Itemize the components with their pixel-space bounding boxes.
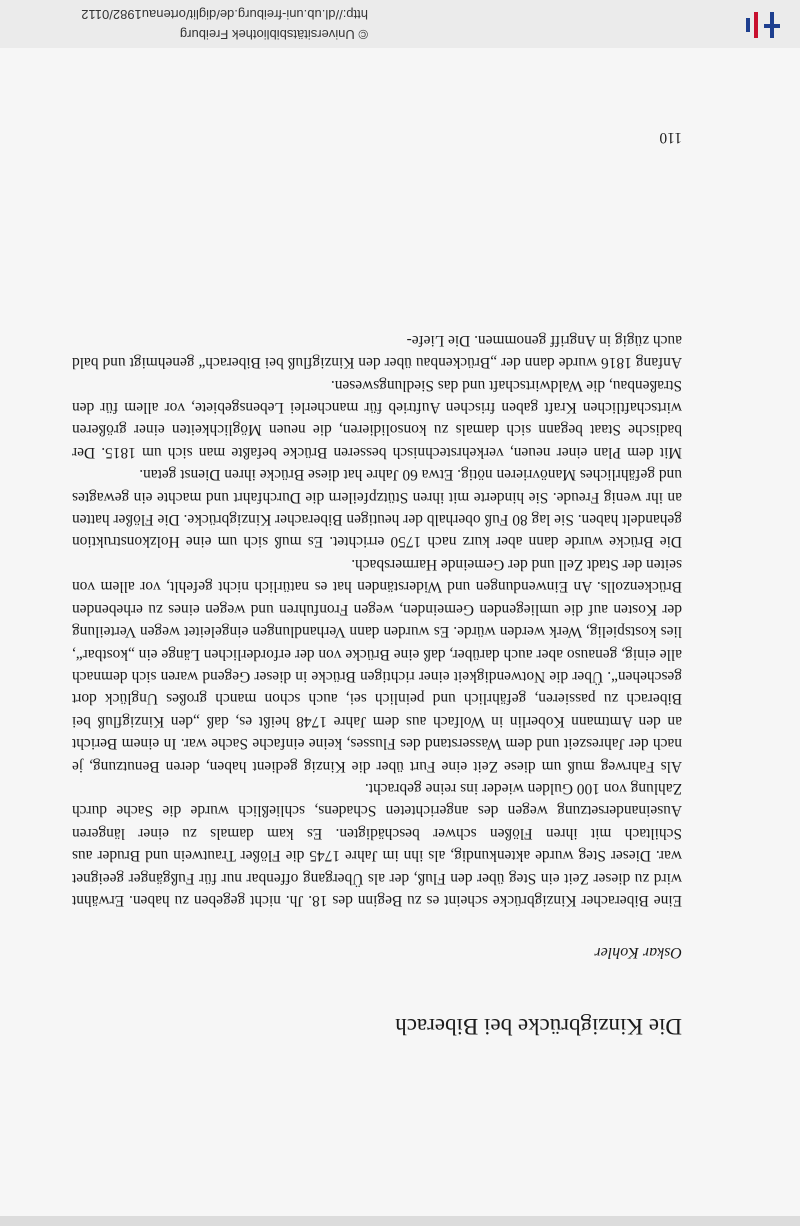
article-body (72, 328, 682, 911)
copyright-notice: © Universitätsbibliothek Freiburg (179, 27, 368, 42)
page-edge-strip (0, 1216, 800, 1226)
paragraph-3: Die Brücke wurde dann aber kurz nach 1750 errichtet. Es muß sich um eine Holzkonstruktion gehandelt haben. Sie lag 80 Fuß oberhalb der heutigen Biberacher Kinzigbrücke. Die Flößer hatten an ihr wenig Freude. Sie hinderte mit ihren Stützpfeilern die Durchfahrt und machte ein gewagtes und gefährliches Manövrieren nötig. Etwa 60 Jahre hat diese Brücke ihren Dienst getan. (72, 466, 682, 551)
page-number: 110 (659, 129, 682, 146)
paragraph-1: Eine Biberacher Kinzigbrücke scheint es zu Beginn des 18. Jh. nicht gegeben zu haben. Erwähnt wird zu dieser Zeit ein Steg über den Fluß, der als Übergang offenbar nur für Fußgänger geeignet war. Dieser Steg wurde aktenkundig, als ihn im Jahre 1745 die Flößer Trautwein und Bruder aus Schiltach mit ihren Flößen schwer beschädigten. Es kam damals zu einer längeren Auseinandersetzung wegen des angerichteten Schadens, schließlich wurde die Sache durch Zahlung von 100 Gulden wieder ins reine gebracht. (72, 779, 682, 909)
paragraph-4: Mit dem Plan einer neuen, verkehrstechnisch besseren Brücke befaßte man sich um 1815. Der badische Staat begann sich damals zu konsolidieren, die neuen Möglichkeiten einer größeren wirtschaftlichen Kraft gaben frischen Auftrieb für mancherlei Lebensgebiete, vor allem für den Straßenbau, die Waldwirtschaft und das Siedlungswesen. (72, 376, 682, 461)
document-url[interactable]: http://dl.ub.uni-freiburg.de/diglit/ortenau1982/0112 (81, 7, 368, 22)
paragraph-2: Als Fahrweg muß um diese Zeit eine Furt über die Kinzig gedient haben, deren Benutzung, je nach der Jahreszeit und dem Wasserstand des Flusses, keine einfache Sache war. In einem Bericht an den Amtmann Koberlin in Wolfach aus dem Jahre 1748 heißt es, daß „den Kinzigfluß bei Biberach zu passieren, gefährlich und peinlich sei, auch schon manch großes Unglück dort geschehen“. Über die Notwendigkeit einer richtigen Brücke in dieser Gegend waren sich demnach alle einig, genauso aber auch darüber, daß eine Brücke von der erforderlichen Länge ein „kostbar“, lies kostspielig, Werk werden würde. Es wurden dann Verhandlungen eingeleitet wegen Verteilung der Kosten auf die umliegenden Gemeinden, wegen Fronfuhren und wegen eines zu erhebenden Brückenzolls. An Einwendungen und Widerständen hat es natürlich nicht gefehlt, vor allem von seiten der Stadt Zell und der Gemeinde Harmersbach. (72, 555, 682, 775)
university-logo-icon (740, 8, 780, 42)
paragraph-5: Anfang 1816 wurde dann der „Brückenbau über den Kinzigfluß bei Biberach“ genehmigt und bald auch zügig in Angriff genommen. Die Liefe- (72, 331, 682, 372)
article-author: Oskar Kohler (594, 944, 682, 961)
library-header (0, 0, 800, 48)
article-title: Die Kinzigbrücke bei Biberach (395, 1014, 682, 1039)
